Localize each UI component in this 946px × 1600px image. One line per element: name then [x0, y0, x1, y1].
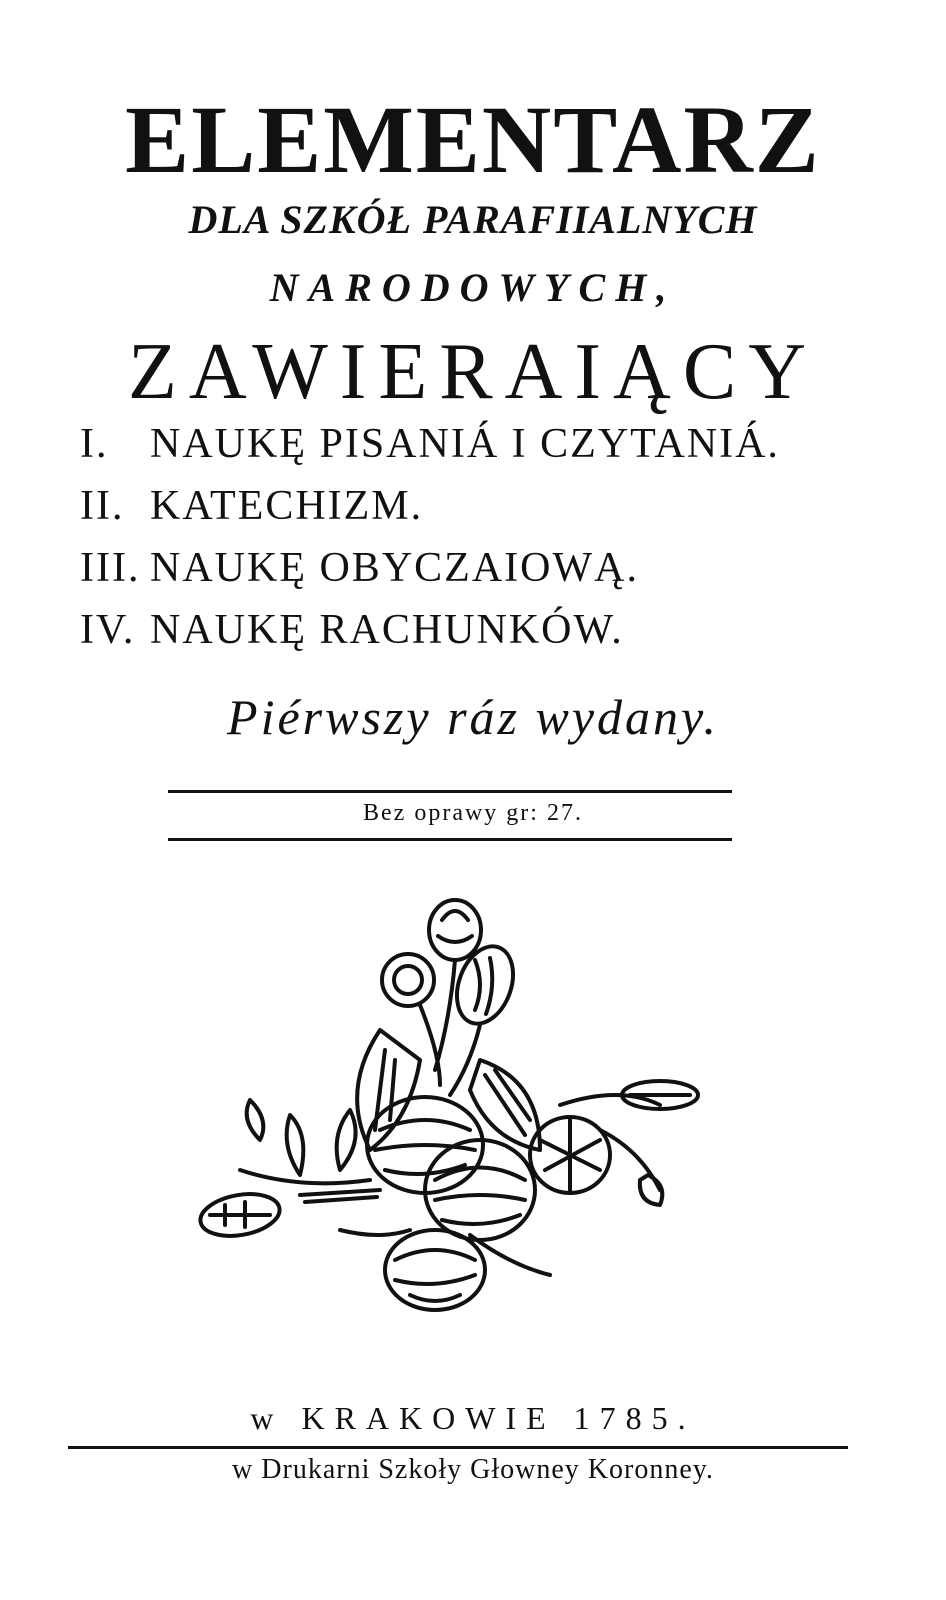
edition-note: Piérwszy ráz wydany.: [227, 689, 719, 745]
contents-numeral: I.: [80, 421, 109, 467]
contents-item: [80, 544, 900, 606]
bottom-rule: [168, 838, 732, 841]
contents-numeral: III.: [80, 545, 141, 591]
top-rule: [168, 790, 732, 793]
contents-item: [80, 420, 900, 482]
contents-numeral: II.: [80, 483, 125, 529]
contents-text: NAUKĘ PISANIÁ I CZYTANIÁ.: [150, 421, 780, 467]
floral-bouquet-woodcut-icon: [180, 890, 720, 1350]
contains-heading: ZAWIERAIĄCY: [128, 328, 818, 416]
place-and-year: w KRAKOWIE 1785.: [250, 1400, 696, 1436]
contents-item: [80, 606, 900, 668]
contents-list: [80, 420, 900, 668]
contents-item: [80, 482, 900, 544]
contents-numeral: IV.: [80, 607, 136, 653]
book-title: ELEMENTARZ: [125, 86, 821, 193]
imprint-rule: [68, 1446, 848, 1449]
price-line: Bez oprawy gr: 27.: [363, 800, 583, 826]
contents-text: NAUKĘ RACHUNKÓW.: [150, 607, 624, 653]
contents-text: NAUKĘ OBYCZAIOWĄ.: [150, 545, 639, 591]
subtitle-line-2: NARODOWYCH,: [269, 265, 677, 310]
printer-line: w Drukarni Szkoły Głowney Koronney.: [232, 1454, 714, 1485]
contents-text: KATECHIZM.: [150, 483, 424, 529]
subtitle-line-1: DLA SZKÓŁ PARAFIIALNYCH: [188, 197, 758, 242]
